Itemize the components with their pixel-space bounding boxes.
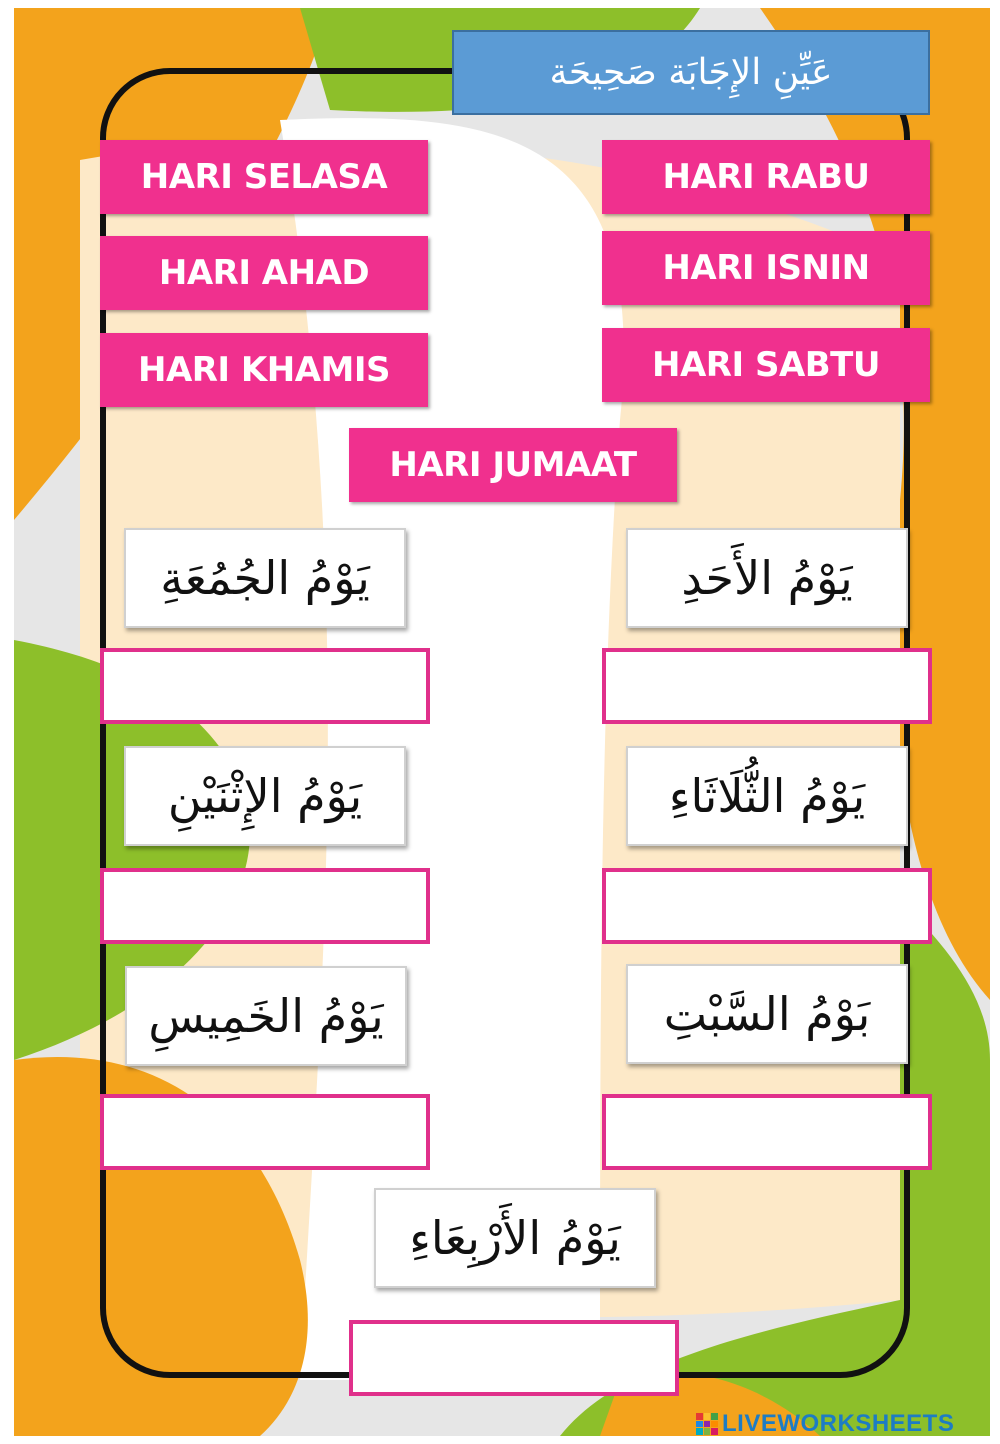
answer-drop-khamis[interactable] (100, 1094, 430, 1170)
option-hari-isnin[interactable]: HARI ISNIN (602, 231, 930, 305)
watermark-text: LIVEWORKSHEETS (722, 1410, 955, 1437)
option-hari-selasa[interactable]: HARI SELASA (100, 140, 428, 214)
arabic-card-thulatha: يَوْمُ الثُّلَاثَاءِ (626, 746, 908, 846)
answer-drop-ithnain[interactable] (100, 868, 430, 944)
instruction-title: عَيِّنِ الإِجَابَة صَحِيحَة (452, 30, 930, 115)
arabic-card-sabt: بَوْمُ السَّبْتِ (626, 964, 908, 1064)
answer-drop-thulatha[interactable] (602, 868, 932, 944)
answer-drop-arbiaa[interactable] (349, 1320, 679, 1396)
option-hari-sabtu[interactable]: HARI SABTU (602, 328, 930, 402)
option-hari-khamis[interactable]: HARI KHAMIS (100, 333, 428, 407)
arabic-card-ahad: يَوْمُ الأَحَدِ (626, 528, 908, 628)
option-hari-jumaat[interactable]: HARI JUMAAT (349, 428, 677, 502)
answer-drop-sabt[interactable] (602, 1094, 932, 1170)
arabic-card-arbiaa: يَوْمُ الأَرْبِعَاءِ (374, 1188, 656, 1288)
liveworksheets-watermark (696, 1410, 954, 1438)
option-hari-rabu[interactable]: HARI RABU (602, 140, 930, 214)
answer-drop-ahad[interactable] (602, 648, 932, 724)
arabic-card-jumaah: يَوْمُ الجُمُعَةِ (124, 528, 406, 628)
arabic-card-ithnain: يَوْمُ الإِثْنَيْنِ (124, 746, 406, 846)
arabic-card-khamis: يَوْمُ الخَمِيسِ (125, 966, 407, 1066)
liveworksheets-logo-icon (696, 1413, 718, 1435)
option-hari-ahad[interactable]: HARI AHAD (100, 236, 428, 310)
answer-drop-jumaah[interactable] (100, 648, 430, 724)
